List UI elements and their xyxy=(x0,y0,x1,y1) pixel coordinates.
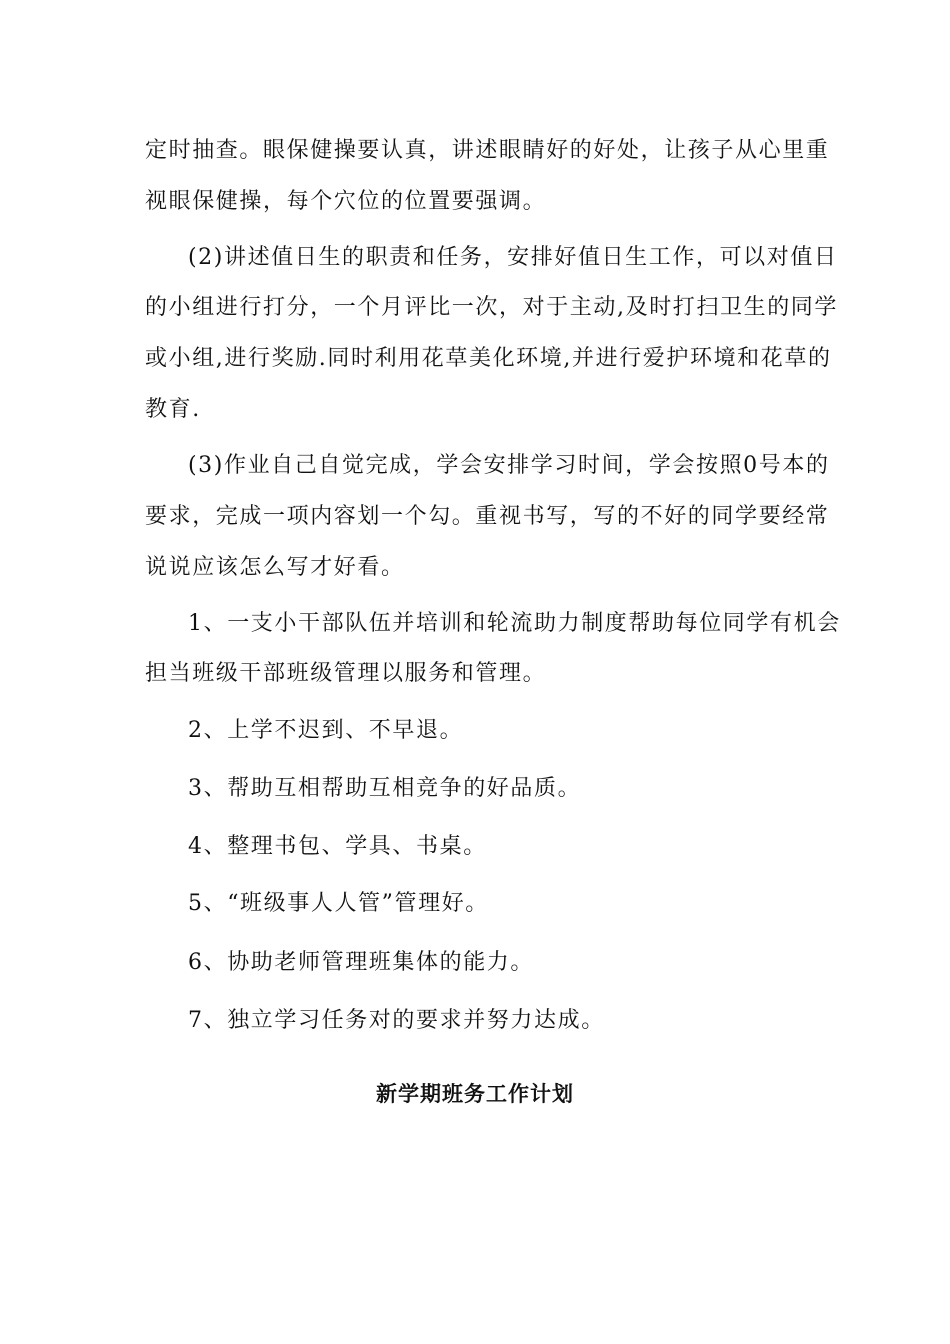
list-item: 5、“班级事人人管”管理好。 xyxy=(188,891,489,916)
text-line: 视眼保健操，每个穴位的位置要强调。 xyxy=(145,189,547,214)
text-line: 1、一支小干部队伍并培训和轮流助力制度帮助每位同学有机会 xyxy=(188,611,841,636)
list-item: 7、独立学习任务对的要求并努力达成。 xyxy=(188,1008,605,1033)
list-item: 2、上学不迟到、不早退。 xyxy=(188,718,464,743)
text-line: (2)讲述值日生的职责和任务，安排好值日生工作，可以对值日 xyxy=(188,245,838,270)
list-item: 6、协助老师管理班集体的能力。 xyxy=(188,950,534,975)
text-line: (3)作业自己自觉完成，学会安排学习时间，学会按照0号本的 xyxy=(188,453,830,478)
text-line: 或小组,进行奖励.同时利用花草美化环境,并进行爱护环境和花草的 xyxy=(145,346,832,371)
text-line: 的小组进行打分，一个月评比一次，对于主动,及时打扫卫生的同学 xyxy=(145,295,838,320)
list-item: 3、帮助互相帮助互相竞争的好品质。 xyxy=(188,776,582,801)
section-title: 新学期班务工作计划 xyxy=(376,1081,574,1106)
text-line: 教育. xyxy=(145,397,201,422)
list-item: 4、整理书包、学具、书桌。 xyxy=(188,834,487,859)
text-line: 说说应该怎么写才好看。 xyxy=(145,555,405,580)
text-line: 要求，完成一项内容划一个勾。重视书写，写的不好的同学要经常 xyxy=(145,504,830,529)
text-line: 定时抽查。眼保健操要认真，讲述眼睛好的好处，让孩子从心里重 xyxy=(145,138,830,163)
text-line: 担当班级干部班级管理以服务和管理。 xyxy=(145,661,547,686)
